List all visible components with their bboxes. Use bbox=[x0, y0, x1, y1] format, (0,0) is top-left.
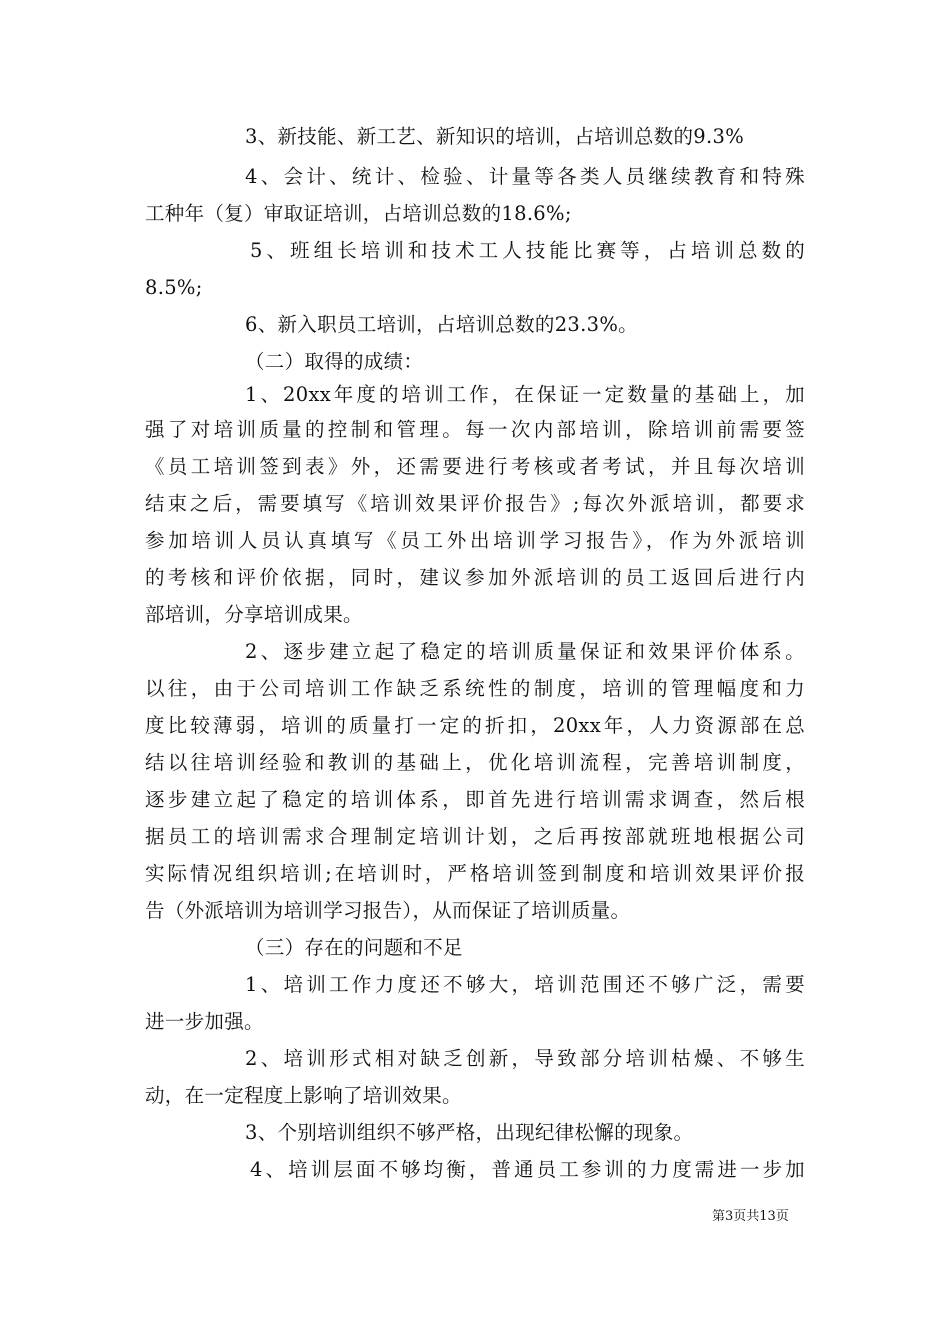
text-line: 告（外派培训为培训学习报告），从而保证了培训质量。 bbox=[145, 899, 631, 922]
text-line: 的考核和评价依据，同时，建议参加外派培训的员工返回后进行内 bbox=[145, 566, 805, 589]
text-line: 进一步加强。 bbox=[145, 1010, 264, 1033]
section-heading: （二）取得的成绩： bbox=[245, 350, 424, 373]
text-line: 结以往培训经验和教训的基础上，优化培训流程，完善培训制度， bbox=[145, 751, 805, 774]
section-heading: （三）存在的问题和不足 bbox=[245, 936, 463, 959]
text-line: 1、培训工作力度还不够大，培训范围还不够广泛，需要 bbox=[245, 973, 805, 996]
text-line: 5、班组长培训和技术工人技能比赛等，占培训总数的 bbox=[250, 239, 805, 262]
text-line: 度比较薄弱，培训的质量打一定的折扣，20xx年，人力资源部在总 bbox=[145, 714, 805, 737]
text-line: 4、培训层面不够均衡，普通员工参训的力度需进一步加 bbox=[250, 1158, 805, 1181]
text-line: 《员工培训签到表》外，还需要进行考核或者考试，并且每次培训 bbox=[145, 455, 805, 478]
text-line: 8.5%; bbox=[145, 276, 203, 299]
text-line: 据员工的培训需求合理制定培训计划，之后再按部就班地根据公司 bbox=[145, 825, 805, 848]
text-line: 4、会计、统计、检验、计量等各类人员继续教育和特殊 bbox=[245, 165, 805, 188]
text-line: 1、20xx年度的培训工作，在保证一定数量的基础上，加 bbox=[245, 383, 805, 406]
text-line: 动，在一定程度上影响了培训效果。 bbox=[145, 1084, 462, 1107]
text-line: 3、新技能、新工艺、新知识的培训，占培训总数的9.3% bbox=[245, 125, 745, 148]
text-line: 以往，由于公司培训工作缺乏系统性的制度，培训的管理幅度和力 bbox=[145, 677, 805, 700]
text-line: 工种年（复）审取证培训，占培训总数的18.6%; bbox=[145, 202, 572, 225]
text-line: 强了对培训质量的控制和管理。每一次内部培训，除培训前需要签 bbox=[145, 418, 805, 441]
text-line: 结束之后，需要填写《培训效果评价报告》;每次外派培训，都要求 bbox=[145, 492, 805, 515]
text-line: 参加培训人员认真填写《员工外出培训学习报告》，作为外派培训 bbox=[145, 529, 805, 552]
page-number: 第3页共13页 bbox=[712, 1209, 789, 1224]
text-line: 3、个别培训组织不够严格，出现纪律松懈的现象。 bbox=[245, 1121, 694, 1144]
text-line: 2、培训形式相对缺乏创新，导致部分培训枯燥、不够生 bbox=[245, 1047, 805, 1070]
text-line: 2、逐步建立起了稳定的培训质量保证和效果评价体系。 bbox=[245, 640, 805, 663]
text-line: 6、新入职员工培训，占培训总数的23.3%。 bbox=[245, 313, 638, 336]
text-line: 部培训，分享培训成果。 bbox=[145, 603, 363, 626]
text-line: 逐步建立起了稳定的培训体系，即首先进行培训需求调查，然后根 bbox=[145, 788, 805, 811]
text-line: 实际情况组织培训;在培训时，严格培训签到制度和培训效果评价报 bbox=[145, 862, 805, 885]
